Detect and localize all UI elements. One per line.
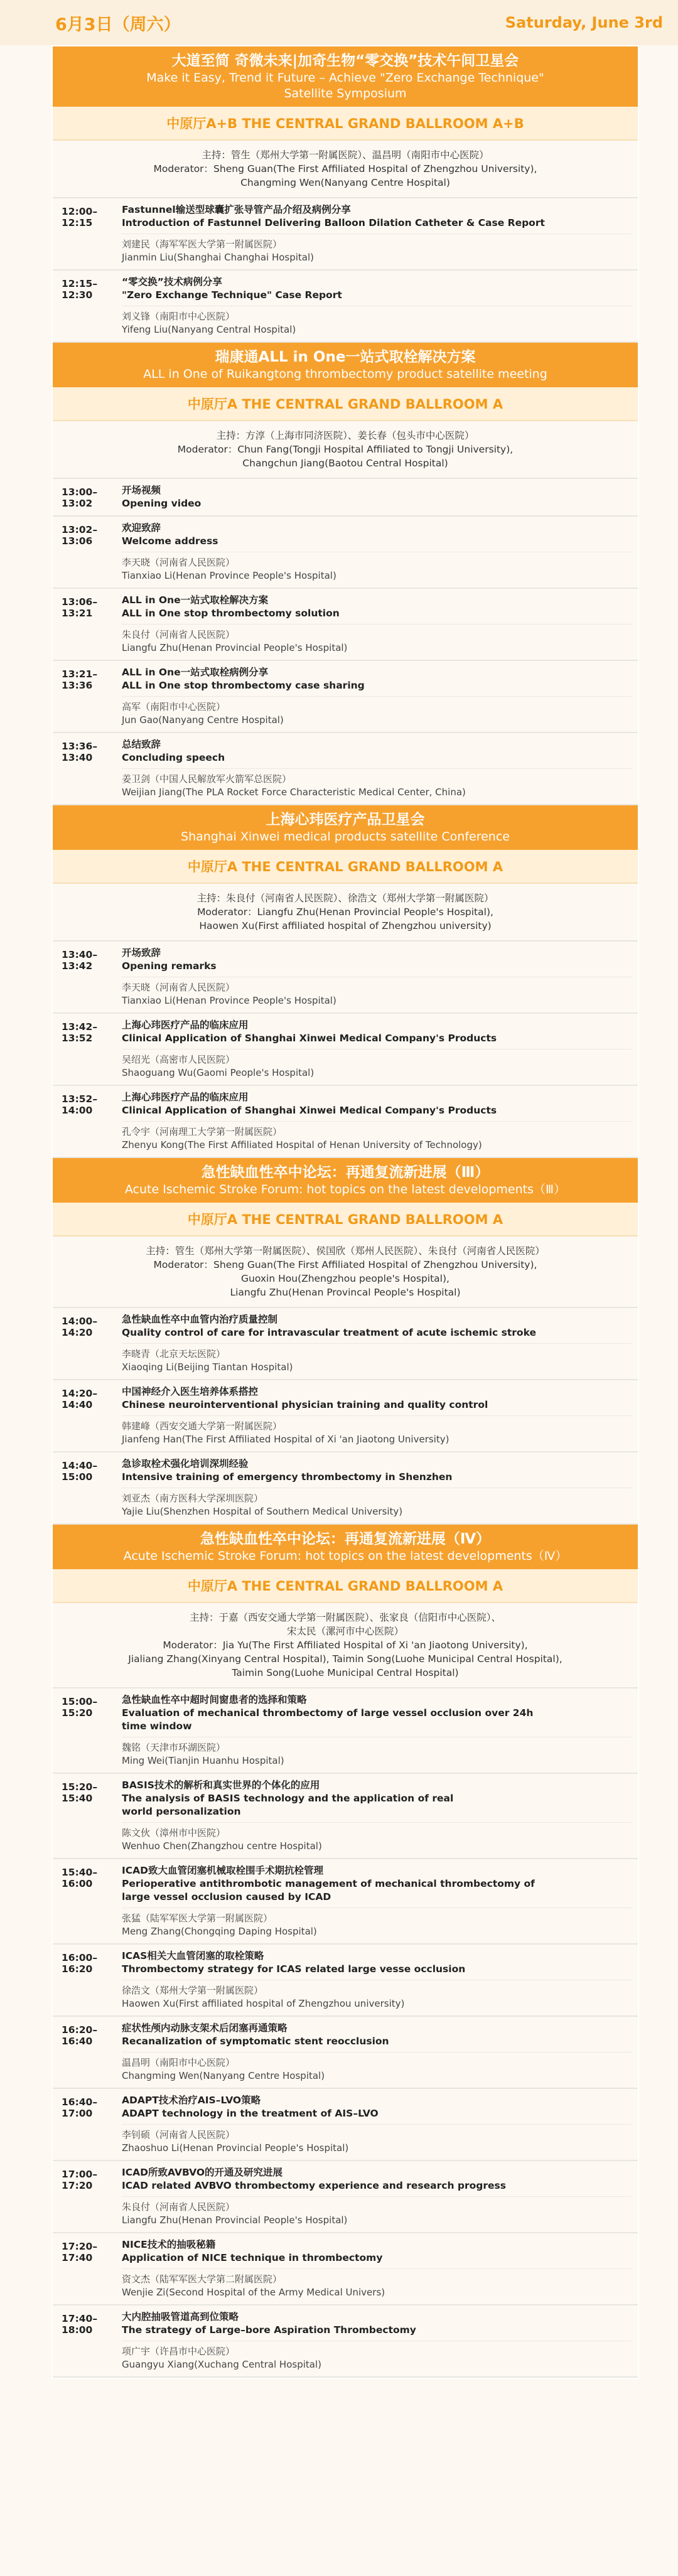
talk-title: 上海心玮医疗产品的临床应用 [122,1019,249,1031]
talk-content [119,942,638,1012]
moderator-line: Haowen Xu(First affiliated hospital of Zhengzhou university) [199,920,492,931]
speaker [122,1049,632,1080]
talk-time: 13:42–13:52 [62,1021,98,1044]
talk-title: “零交换”技术病例分享 [122,276,222,287]
talk-row [53,661,638,733]
moderator-line: Moderator：Chun Fang(Tongji Hospital Affiliated to Tongji University), [177,444,514,455]
moderator-line: 主持：方淳（上海市同济医院）、姜长春（包头市中心医院） [216,430,475,441]
talk-title: ICAD所致AVBVO的开通及研究进展 [122,2167,283,2178]
speaker [122,2196,632,2227]
moderators [53,1603,638,1688]
talk-content [119,733,638,804]
talk-row [53,479,638,517]
session-banner [53,805,638,850]
talk-time: 15:00–15:20 [62,1696,98,1719]
moderator-line: 宋太民（漯河市中心医院） [286,1626,404,1637]
talk-row [53,589,638,661]
speaker-line: Changming Wen(Nanyang Centre Hospital) [122,2070,325,2081]
speaker-line: 李钊硕（河南省人民医院） [122,2129,235,2140]
schedule-table [51,45,639,2379]
talk-title: Opening remarks [122,960,217,972]
speaker-line: 项广宇（许昌市中心医院） [122,2346,235,2357]
speaker-line: Xiaoqing Li(Beijing Tiantan Hospital) [122,1361,293,1373]
speaker-line: Shaoguang Wu(Gaomi People's Hospital) [122,1067,315,1078]
speaker-line: Tianxiao Li(Henan Province People's Hospital) [122,995,336,1006]
speaker-line: 李天晓（河南省人民医院） [122,557,235,568]
talk-row [53,1380,638,1452]
speaker-line: 吴绍光（高密市人民医院） [122,1054,235,1065]
talk-title: Thrombectomy strategy for ICAS related large vesse occlusion [122,1963,466,1975]
talk-row [53,1452,638,1525]
talk-time: 16:20–16:40 [62,2024,98,2047]
talk-time: 16:40–17:00 [62,2096,98,2119]
talk-row [53,517,638,589]
session-banner [53,46,638,107]
talk-time: 14:40–15:00 [62,1460,98,1483]
talk-content [119,479,638,515]
talk-content [119,1688,638,1773]
speaker [122,977,632,1007]
talk-row [53,1859,638,1945]
moderator-line: Changming Wen(Nanyang Centre Hospital) [240,177,450,188]
speaker [122,2341,632,2371]
talk-content [119,1774,638,1858]
session-title-zh: 大道至简 奇微未来|加奇生物“零交换”技术午间卫星会 [171,53,519,69]
session-title-en: Make it Easy, Trend it Future – Achieve "Zero Exchange Technique" [146,71,544,85]
moderators [53,421,638,479]
talk-time: 17:20–17:40 [62,2241,98,2263]
talk-title: 开场视频 [122,485,161,496]
talk-row [53,1688,638,1774]
talk-time: 14:20–14:40 [62,1388,98,1410]
speaker-line: Tianxiao Li(Henan Province People's Hospital) [122,570,336,581]
hall-label: 中原厅A THE CENTRAL GRAND BALLROOM A [53,387,638,421]
session-banner [53,343,638,387]
talk-row [53,2161,638,2233]
talk-title: 中国神经介入医生培养体系搭控 [122,1386,259,1397]
session-title-en: Shanghai Xinwei medical products satellite Conference [181,830,510,844]
talk-title: Evaluation of mechanical thrombectomy of large vessel occlusion over 24h [122,1707,534,1719]
date-header [0,0,678,45]
speaker-line: Meng Zhang(Chongqing Daping Hospital) [122,1926,317,1937]
talk-content [119,2305,638,2376]
talk-row [53,1945,638,2017]
talk-title: Clinical Application of Shanghai Xinwei Medical Company's Products [122,1033,497,1044]
speaker-line: 李天晓（河南省人民医院） [122,982,235,993]
talk-title: 急性缺血性卒中血管内治疗质量控制 [122,1314,278,1325]
session-title-zh: 上海心玮医疗产品卫星会 [266,812,425,828]
speaker-line: Jun Gao(Nanyang Centre Hospital) [122,714,284,726]
talk-title: Introduction of Fastunnel Delivering Balloon Dilation Catheter & Case Report [122,217,545,228]
speaker [122,624,632,655]
moderator-line: 主持：于嘉（西安交通大学第一附属医院）、张家良（信阳市中心医院）、 [189,1612,501,1623]
speaker-line: Jianfeng Han(The First Affiliated Hospital of Xi 'an Jiaotong University) [122,1434,449,1445]
speaker-line: 韩建峰（西安交通大学第一附属医院） [122,1420,282,1432]
talk-content [119,1308,638,1379]
talk-title: The strategy of Large–bore Aspiration Thrombectomy [122,2324,416,2336]
speaker [122,2268,632,2299]
talk-row [53,271,638,343]
talk-title: Chinese neurointerventional physician training and quality control [122,1399,488,1410]
moderators [53,1237,638,1308]
speaker-line: Zhaoshuo Li(Henan Provincial People's Hospital) [122,2142,349,2154]
speaker-line: Yajie Liu(Shenzhen Hospital of Southern Medical University) [122,1506,403,1517]
speaker-line: 魏铭（天津市环湖医院） [122,1742,226,1753]
speaker-line: 刘义锋（南阳市中心医院） [122,311,235,322]
talk-title: The analysis of BASIS technology and the application of real [122,1793,454,1804]
speaker-line: 张猛（陆军军医大学第一附属医院） [122,1913,273,1924]
moderator-line: Taimin Song(Luohe Municipal Central Hospital) [232,1667,459,1678]
talk-row [53,198,638,271]
speaker-line: Weijian Jiang(The PLA Rocket Force Characteristic Medical Center, China) [122,786,466,798]
moderator-line: Moderator：Jia Yu(The First Affiliated Hospital of Xi 'an Jiaotong University), [163,1640,528,1651]
speaker [122,1980,632,2010]
talk-content [119,1086,638,1157]
talk-title: 症状性颅内动脉支架术后闭塞再通策略 [122,2022,288,2034]
speaker-line: Wenhuo Chen(Zhangzhou centre Hospital) [122,1840,322,1852]
talk-title: ADAPT技术治疗AIS–LVO策略 [122,2095,261,2106]
talk-time: 13:36–13:40 [62,741,98,763]
talk-content [119,1859,638,1943]
talk-row [53,1086,638,1158]
talk-title: world personalization [122,1806,241,1817]
talk-time: 12:15–12:30 [62,278,98,301]
speaker-line: 徐浩文（郑州大学第一附属医院） [122,1985,264,1996]
hall-label: 中原厅A THE CENTRAL GRAND BALLROOM A [53,1569,638,1603]
moderator-line: Moderator：Liangfu Zhu(Henan Provincial People's Hospital), [197,906,493,918]
talk-title: Application of NICE technique in thrombectomy [122,2252,383,2263]
talk-time: 17:40–18:00 [62,2313,98,2336]
talk-title: ALL in One stop thrombectomy case sharing [122,680,365,691]
talk-content [119,661,638,732]
talk-content [119,198,638,269]
talk-title: 开场致辞 [122,947,161,958]
speaker-line: 刘亚杰（南方医科大学深圳医院） [122,1493,264,1504]
talk-title: ALL in One stop thrombectomy solution [122,608,340,619]
talk-content [119,2089,638,2160]
talk-title: ICAS相关大血管闭塞的取栓策略 [122,1950,264,1962]
speaker-line: Zhenyu Kong(The First Affiliated Hospital of Henan University of Technology) [122,1139,482,1151]
talk-content [119,1452,638,1523]
talk-title: large vessel occlusion caused by ICAD [122,1891,331,1902]
speaker-line: Haowen Xu(First affiliated hospital of Zhengzhou university) [122,1998,405,2009]
talk-row [53,942,638,1014]
talk-row [53,2233,638,2305]
moderator-line: Changchun Jiang(Baotou Central Hospital) [242,458,448,469]
session-title-en: Acute Ischemic Stroke Forum: hot topics on the latest developments（Ⅳ） [123,1549,568,1563]
talk-row [53,1774,638,1859]
talk-time: 13:02–13:06 [62,524,98,547]
talk-time: 13:52–14:00 [62,1093,98,1116]
speaker [122,1488,632,1518]
speaker-line: 资文杰（陆军军医大学第二附属医院） [122,2273,282,2285]
speaker-line: 陈文伙（漳州市中医院） [122,1827,226,1838]
session-title-en: Satellite Symposium [284,87,407,100]
talk-title: Quality control of care for intravascular treatment of acute ischemic stroke [122,1327,536,1338]
moderator-line: Moderator：Sheng Guan(The First Affiliated Hospital of Zhengzhou University), [153,163,537,174]
talk-title: Fastunnel输送型球囊扩张导管产品介绍及病例分享 [122,204,351,215]
hall-label: 中原厅A THE CENTRAL GRAND BALLROOM A [53,1203,638,1237]
moderator-line: 主持：朱良付（河南省人民医院）、徐浩文（郑州大学第一附属医院） [196,893,494,904]
talk-title: "Zero Exchange Technique" Case Report [122,289,342,301]
speaker [122,2052,632,2083]
moderators [53,884,638,942]
talk-time: 12:00–12:15 [62,206,98,228]
talk-title: 总结致辞 [122,739,161,750]
talk-title: Intensive training of emergency thrombectomy in Shenzhen [122,1471,453,1483]
speaker [122,768,632,799]
speaker-line: Jianmin Liu(Shanghai Changhai Hospital) [122,252,314,263]
speaker-line: Liangfu Zhu(Henan Provincial People's Hospital) [122,2214,348,2226]
session-title-en: ALL in One of Ruikangtong thrombectomy product satellite meeting [143,367,547,381]
session-title-zh: 瑞康通ALL in One一站式取栓解决方案 [215,349,476,365]
speaker [122,1737,632,1768]
talk-title: ICAD related AVBVO thrombectomy experience and research progress [122,2180,506,2191]
speaker [122,233,632,264]
talk-content [119,2017,638,2088]
talk-title: ALL in One一站式取栓病例分享 [122,667,269,678]
session-banner [53,1525,638,1569]
speaker [122,1822,632,1853]
talk-title: ALL in One一站式取栓解决方案 [122,594,269,606]
session-title-zh: 急性缺血性卒中论坛：再通复流新进展（Ⅲ） [201,1164,490,1181]
talk-content [119,1945,638,2015]
talk-row [53,2017,638,2089]
talk-content [119,2233,638,2304]
speaker-line: 刘建民（海军军医大学第一附属医院） [122,239,282,250]
talk-title: BASIS技术的解析和真实世界的个体化的应用 [122,1779,320,1791]
speaker [122,306,632,336]
talk-time: 13:06–13:21 [62,596,98,619]
talk-title: ICAD致大血管闭塞机械取栓围手术期抗栓管理 [122,1865,324,1876]
talk-title: 上海心玮医疗产品的临床应用 [122,1092,249,1103]
moderator-line: 主持：管生（郑州大学第一附属医院）、侯国欣（郑州人民医院）、朱良付（河南省人民医院） [146,1245,545,1257]
moderator-line: Guoxin Hou(Zhengzhou people's Hospital), [241,1273,449,1284]
talk-title: ADAPT technology in the treatment of AIS–LVO [122,2108,379,2119]
speaker [122,1415,632,1446]
moderator-line: Jialiang Zhang(Xinyang Central Hospital), Taimin Song(Luohe Municipal Central Hospital), [128,1653,562,1665]
session-banner [53,1158,638,1203]
talk-content [119,271,638,341]
talk-content [119,1014,638,1085]
speaker [122,1121,632,1152]
speaker-line: 姜卫剑（中国人民解放军火箭军总医院） [122,773,292,785]
talk-row [53,2305,638,2378]
talk-title: Welcome address [122,535,218,547]
moderator-line: 主持：管生（郑州大学第一附属医院）、温昌明（南阳市中心医院） [202,149,489,161]
speaker-line: 孔令宇（河南理工大学第一附属医院） [122,1126,282,1137]
talk-title: 欢迎致辞 [122,522,161,534]
talk-content [119,1380,638,1451]
talk-time: 13:40–13:42 [62,949,98,972]
talk-content [119,517,638,588]
talk-title: Concluding speech [122,752,225,763]
speaker-line: 朱良付（河南省人民医院） [122,2201,235,2213]
speaker [122,2124,632,2155]
talk-title: 急性缺血性卒中超时间窗患者的选择和策略 [122,1694,307,1705]
date-en: Saturday, June 3rd [505,14,663,31]
talk-title: NICE技术的抽吸秘籍 [122,2239,216,2250]
moderator-line: Moderator：Sheng Guan(The First Affiliated Hospital of Zhengzhou University), [153,1259,537,1270]
talk-content [119,589,638,660]
talk-title: 大内腔抽吸管道高到位策略 [122,2311,239,2322]
moderator-line: Liangfu Zhu(Henan Provincal People's Hospital) [230,1287,461,1298]
speaker [122,1343,632,1374]
speaker-line: 高军（南阳市中心医院） [122,701,226,712]
speaker-line: Guangyu Xiang(Xuchang Central Hospital) [122,2359,321,2370]
speaker [122,696,632,727]
hall-label: 中原厅A THE CENTRAL GRAND BALLROOM A [53,850,638,884]
session-title-en: Acute Ischemic Stroke Forum: hot topics on the latest developments（Ⅲ） [124,1183,566,1196]
talk-title: Opening video [122,498,202,509]
speaker-line: 李晓青（北京天坛医院） [122,1348,226,1360]
talk-row [53,1308,638,1380]
talk-title: 急诊取栓术强化培训深圳经验 [122,1458,249,1469]
talk-time: 13:21–13:36 [62,668,98,691]
talk-title: Clinical Application of Shanghai Xinwei Medical Company's Products [122,1105,497,1116]
session-title-zh: 急性缺血性卒中论坛：再通复流新进展（Ⅳ） [200,1531,491,1547]
hall-label: 中原厅A+B THE CENTRAL GRAND BALLROOM A+B [53,107,638,141]
speaker-line: Ming Wei(Tianjin Huanhu Hospital) [122,1755,284,1766]
speaker-line: Yifeng Liu(Nanyang Central Hospital) [122,324,296,335]
talk-time: 15:40–16:00 [62,1867,98,1889]
talk-title: Recanalization of symptomatic stent reocclusion [122,2036,389,2047]
talk-row [53,1014,638,1086]
speaker-line: Liangfu Zhu(Henan Provincial People's Hospital) [122,642,348,653]
talk-title: Perioperative antithrombotic management of mechanical thrombectomy of [122,1878,535,1889]
speaker-line: 温昌明（南阳市中心医院） [122,2057,235,2068]
speaker-line: 朱良付（河南省人民医院） [122,629,235,640]
talk-time: 17:00–17:20 [62,2169,98,2191]
moderators [53,141,638,198]
talk-row [53,733,638,805]
talk-time: 14:00–14:20 [62,1316,98,1338]
talk-time: 13:00–13:02 [62,486,98,509]
talk-time: 16:00–16:20 [62,1952,98,1975]
speaker-line: Wenjie Zi(Second Hospital of the Army Medical Univers) [122,2287,385,2298]
talk-title: time window [122,1720,192,1732]
speaker [122,552,632,582]
talk-row [53,2089,638,2161]
talk-time: 15:20–15:40 [62,1781,98,1804]
talk-content [119,2161,638,2232]
speaker [122,1908,632,1938]
date-zh: 6月3日（周六） [55,14,181,35]
